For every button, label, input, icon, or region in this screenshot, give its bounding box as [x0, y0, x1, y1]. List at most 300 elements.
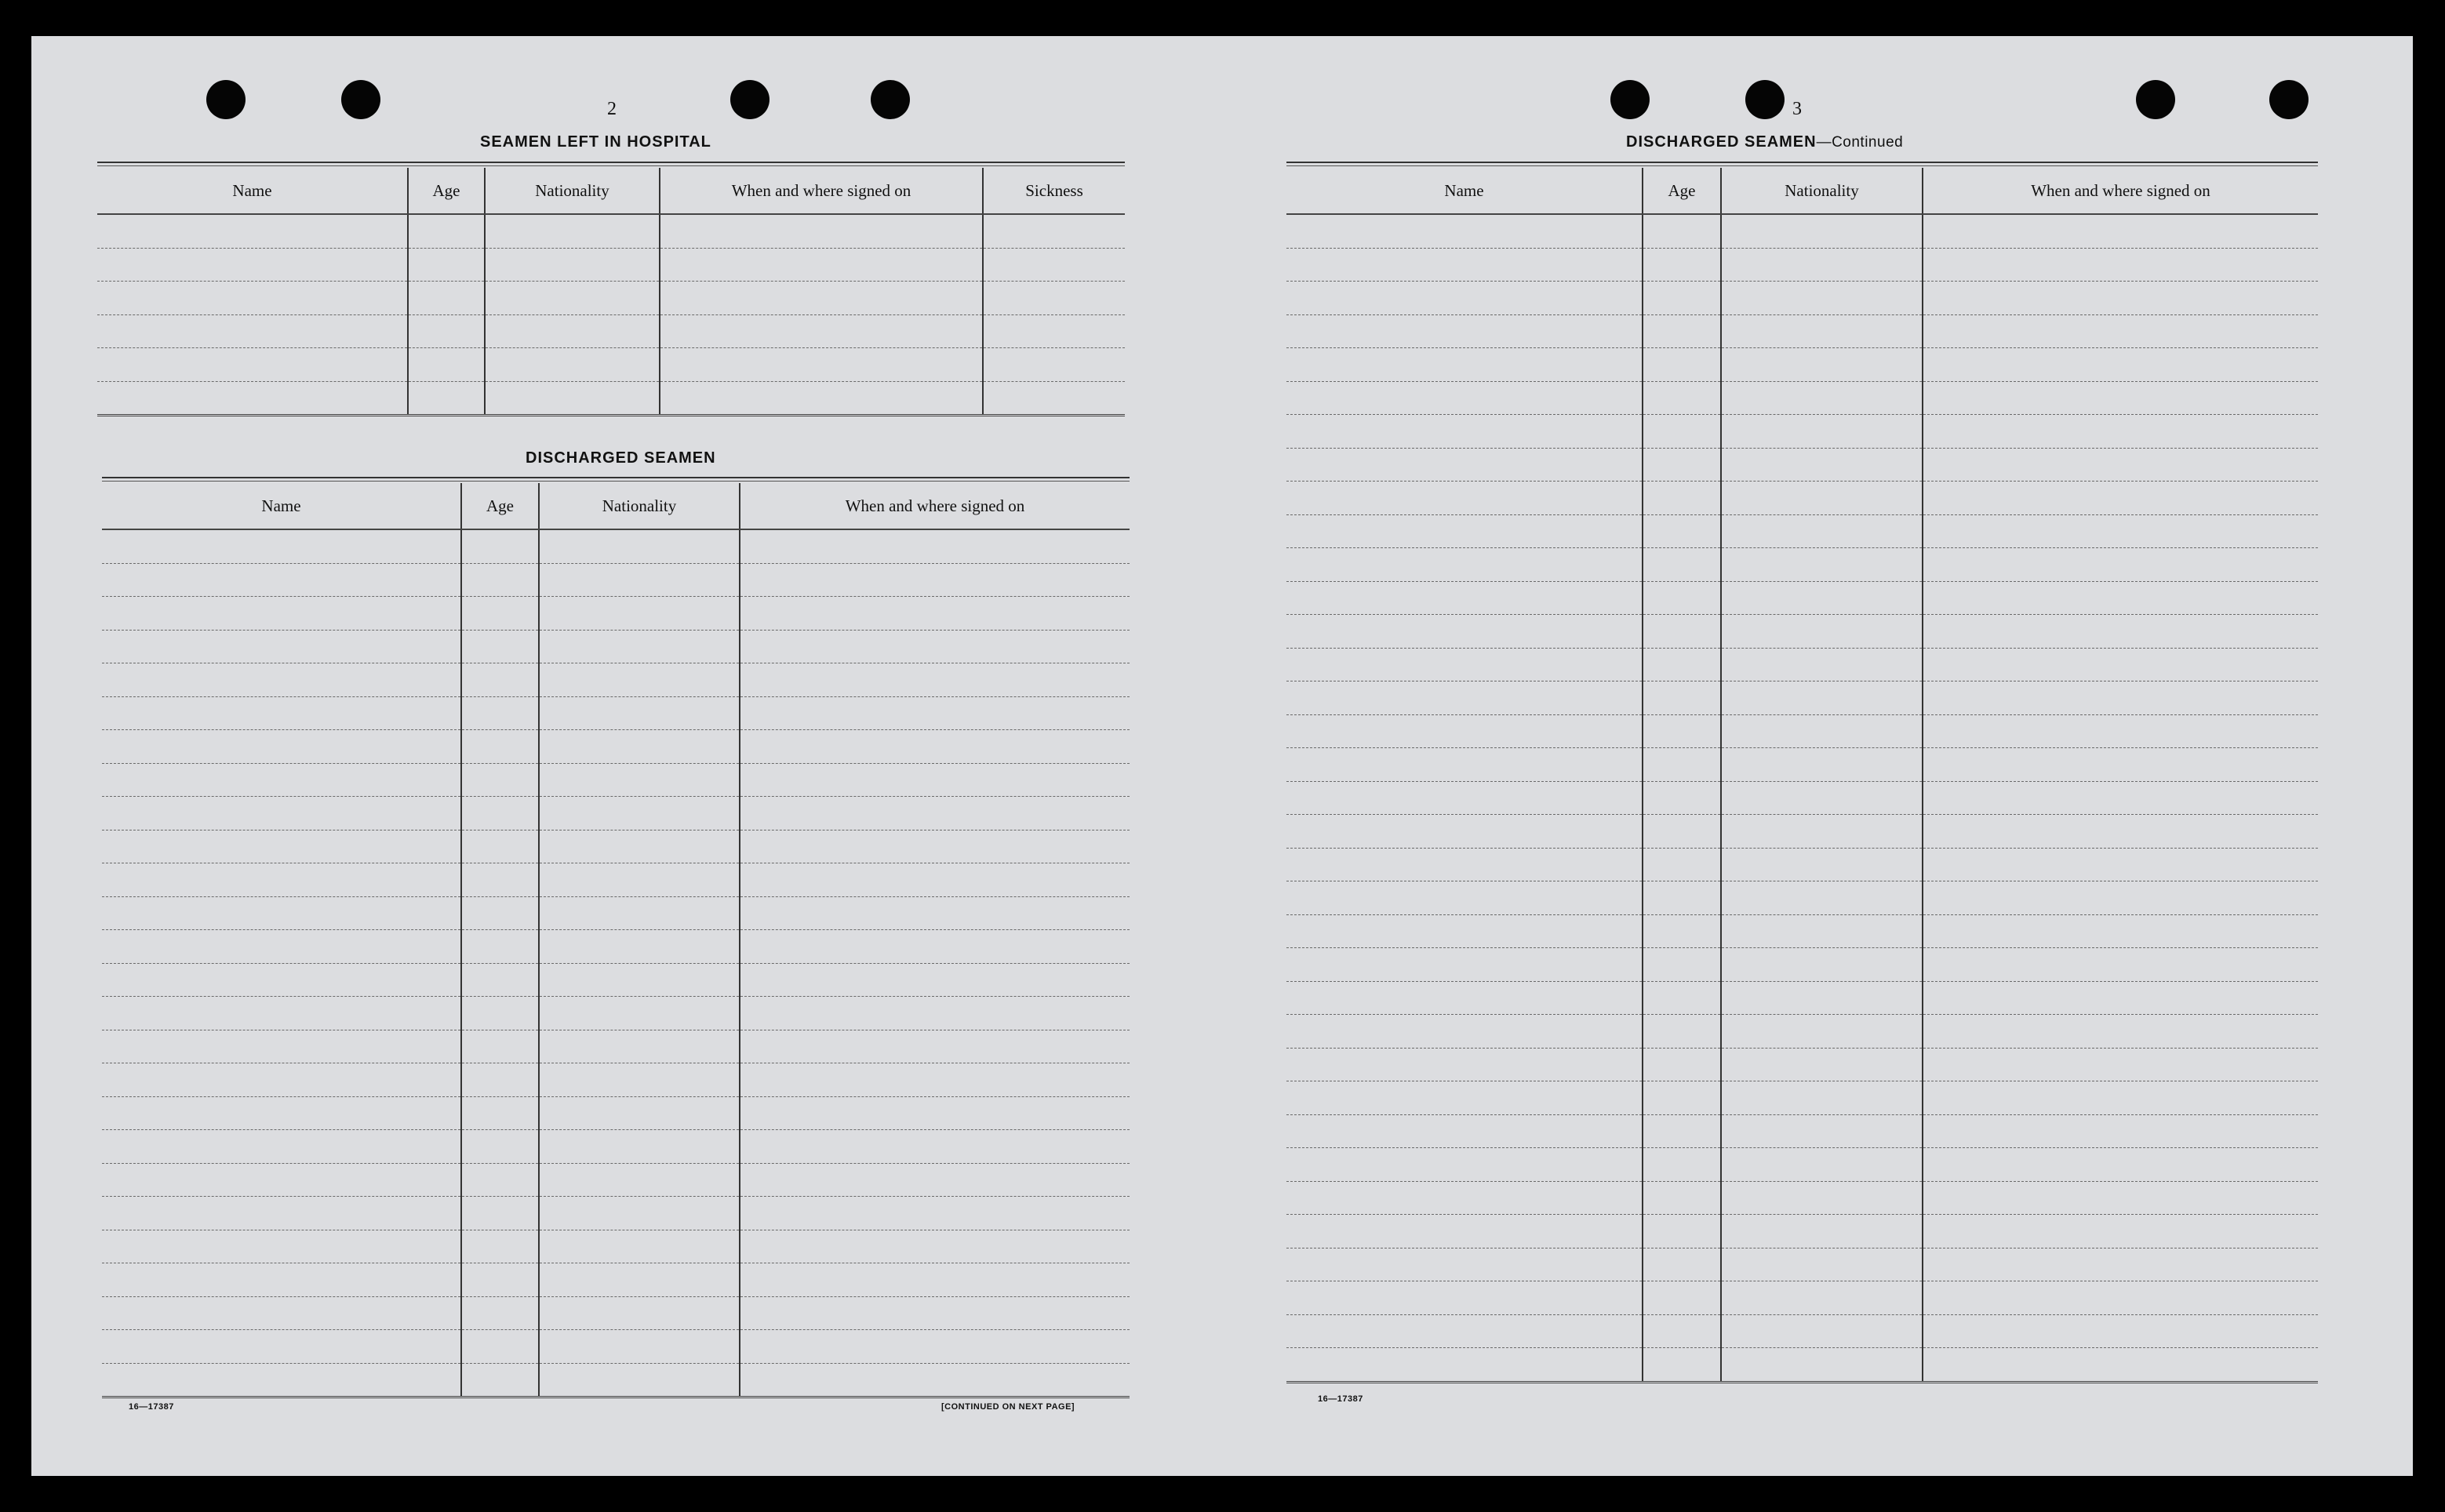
column-header-name: Name [102, 483, 461, 529]
table-row [102, 529, 1130, 563]
blank-cell [1286, 415, 1643, 449]
blank-cell [539, 797, 740, 831]
blank-cell [1286, 1015, 1643, 1049]
table-row [1286, 648, 2318, 681]
blank-cell [539, 696, 740, 730]
blank-cell [660, 314, 983, 348]
table-row [97, 381, 1125, 416]
blank-cell [1923, 815, 2318, 849]
blank-cell [539, 830, 740, 863]
blank-cell [102, 529, 461, 563]
blank-cell [740, 663, 1130, 697]
discharged-continued-table [1286, 168, 2318, 1383]
blank-cell [102, 1230, 461, 1263]
blank-cell [1923, 1015, 2318, 1049]
blank-cell [1643, 1248, 1721, 1281]
blank-cell [1286, 482, 1643, 515]
blank-cell [1643, 681, 1721, 715]
blank-cell [1721, 548, 1923, 582]
blank-cell [1643, 214, 1721, 248]
table-row [102, 1163, 1130, 1197]
blank-cell [1721, 1248, 1923, 1281]
blank-cell [97, 348, 408, 382]
blank-cell [1286, 748, 1643, 782]
column-header-when-and-where-signed-on: When and where signed on [740, 483, 1130, 529]
blank-cell [461, 1296, 539, 1330]
blank-cell [740, 1163, 1130, 1197]
punch-hole-1 [206, 80, 246, 119]
blank-cell [1721, 914, 1923, 948]
table-row [102, 1130, 1130, 1164]
discharged-section-title: DISCHARGED SEAMEN [526, 449, 716, 467]
blank-cell [1286, 581, 1643, 615]
blank-cell [461, 797, 539, 831]
table-row [97, 348, 1125, 382]
blank-cell [1923, 1181, 2318, 1215]
blank-cell [1286, 1181, 1643, 1215]
blank-cell [1923, 282, 2318, 315]
table-row [102, 963, 1130, 997]
blank-cell [1643, 615, 1721, 649]
blank-cell [1721, 248, 1923, 282]
blank-cell [1923, 348, 2318, 382]
blank-cell [740, 1263, 1130, 1297]
blank-cell [1643, 848, 1721, 881]
blank-cell [1721, 748, 1923, 782]
blank-cell [485, 248, 660, 282]
blank-cell [1721, 681, 1923, 715]
blank-cell [1923, 848, 2318, 881]
table-row [1286, 482, 2318, 515]
section-title-text: DISCHARGED SEAMEN [1626, 133, 1817, 151]
blank-cell [1923, 248, 2318, 282]
blank-cell [102, 630, 461, 663]
blank-cell [740, 630, 1130, 663]
blank-cell [740, 1230, 1130, 1263]
table-row [1286, 1348, 2318, 1383]
blank-cell [1721, 648, 1923, 681]
blank-cell [102, 763, 461, 797]
blank-cell [102, 797, 461, 831]
table-row [1286, 1248, 2318, 1281]
blank-cell [1286, 381, 1643, 415]
table-row [97, 214, 1125, 248]
blank-cell [660, 348, 983, 382]
blank-cell [740, 896, 1130, 930]
blank-cell [1923, 1081, 2318, 1115]
blank-cell [1643, 1081, 1721, 1115]
blank-cell [461, 696, 539, 730]
blank-cell [1923, 781, 2318, 815]
blank-cell [1643, 381, 1721, 415]
blank-cell [1721, 1148, 1923, 1182]
blank-cell [740, 1030, 1130, 1063]
blank-cell [539, 997, 740, 1030]
continued-top-rule [1286, 162, 2318, 166]
blank-cell [740, 963, 1130, 997]
blank-cell [740, 730, 1130, 764]
column-header-age: Age [461, 483, 539, 529]
table-row [102, 830, 1130, 863]
blank-cell [1721, 815, 1923, 849]
blank-cell [1286, 1348, 1643, 1383]
blank-cell [740, 563, 1130, 597]
blank-cell [1721, 581, 1923, 615]
table-row [1286, 1181, 2318, 1215]
blank-cell [1923, 1314, 2318, 1348]
table-row [97, 314, 1125, 348]
hospital-section-title: SEAMEN LEFT IN HOSPITAL [480, 133, 711, 151]
blank-cell [1721, 881, 1923, 915]
table-row [1286, 1015, 2318, 1049]
blank-cell [1643, 1215, 1721, 1248]
blank-cell [539, 1363, 740, 1398]
blank-cell [740, 863, 1130, 897]
blank-cell [102, 1197, 461, 1230]
blank-cell [740, 1330, 1130, 1364]
blank-cell [539, 863, 740, 897]
table-row [1286, 1114, 2318, 1148]
blank-cell [539, 597, 740, 631]
blank-cell [1923, 948, 2318, 982]
blank-cell [1643, 482, 1721, 515]
blank-cell [1643, 1148, 1721, 1182]
blank-cell [485, 348, 660, 382]
blank-cell [461, 930, 539, 964]
blank-cell [1643, 1348, 1721, 1383]
column-header-name: Name [97, 168, 408, 214]
blank-cell [983, 248, 1125, 282]
blank-cell [1286, 348, 1643, 382]
blank-cell [1923, 1048, 2318, 1081]
blank-cell [1643, 748, 1721, 782]
blank-cell [1643, 981, 1721, 1015]
blank-cell [1286, 1114, 1643, 1148]
blank-cell [740, 930, 1130, 964]
blank-cell [1286, 914, 1643, 948]
blank-cell [461, 997, 539, 1030]
blank-cell [740, 1130, 1130, 1164]
blank-cell [1643, 781, 1721, 815]
blank-cell [1643, 348, 1721, 382]
blank-cell [983, 282, 1125, 315]
blank-cell [1643, 648, 1721, 681]
blank-cell [1923, 1348, 2318, 1383]
blank-cell [660, 214, 983, 248]
blank-cell [539, 1030, 740, 1063]
blank-cell [461, 597, 539, 631]
table-row [102, 1330, 1130, 1364]
blank-cell [1721, 1314, 1923, 1348]
blank-cell [1286, 714, 1643, 748]
blank-cell [461, 1063, 539, 1097]
blank-cell [485, 282, 660, 315]
blank-cell [1643, 881, 1721, 915]
blank-cell [1643, 282, 1721, 315]
blank-cell [1721, 615, 1923, 649]
table-row [102, 997, 1130, 1030]
table-row [102, 1363, 1130, 1398]
blank-cell [1286, 1215, 1643, 1248]
table-row [1286, 714, 2318, 748]
blank-cell [539, 663, 740, 697]
blank-cell [485, 314, 660, 348]
blank-cell [740, 830, 1130, 863]
blank-cell [1923, 415, 2318, 449]
blank-cell [1643, 914, 1721, 948]
blank-cell [1721, 981, 1923, 1015]
blank-cell [983, 214, 1125, 248]
blank-cell [1286, 282, 1643, 315]
blank-cell [1923, 581, 2318, 615]
table-row [102, 797, 1130, 831]
blank-cell [1923, 881, 2318, 915]
blank-cell [1286, 681, 1643, 715]
blank-cell [461, 896, 539, 930]
blank-cell [1721, 282, 1923, 315]
blank-cell [740, 763, 1130, 797]
blank-cell [1286, 248, 1643, 282]
blank-cell [102, 663, 461, 697]
table-row [1286, 548, 2318, 582]
blank-cell [539, 630, 740, 663]
blank-cell [1286, 848, 1643, 881]
table-row [102, 1296, 1130, 1330]
blank-cell [461, 1230, 539, 1263]
blank-cell [1923, 514, 2318, 548]
blank-cell [408, 214, 485, 248]
blank-cell [1721, 214, 1923, 248]
table-row [1286, 415, 2318, 449]
table-row [1286, 681, 2318, 715]
table-row [1286, 314, 2318, 348]
blank-cell [740, 1296, 1130, 1330]
blank-cell [1721, 314, 1923, 348]
table-row [102, 730, 1130, 764]
blank-cell [740, 997, 1130, 1030]
blank-cell [1721, 1048, 1923, 1081]
blank-cell [660, 282, 983, 315]
blank-cell [1721, 1181, 1923, 1215]
blank-cell [1643, 548, 1721, 582]
blank-cell [1721, 781, 1923, 815]
blank-cell [983, 348, 1125, 382]
blank-cell [1643, 1314, 1721, 1348]
blank-cell [461, 963, 539, 997]
punch-hole-7 [2136, 80, 2175, 119]
blank-cell [1721, 1348, 1923, 1383]
table-row [97, 248, 1125, 282]
blank-cell [1923, 214, 2318, 248]
continued-suffix: —Continued [1816, 134, 1904, 151]
blank-cell [539, 763, 740, 797]
blank-cell [102, 963, 461, 997]
blank-cell [461, 830, 539, 863]
table-row [1286, 781, 2318, 815]
blank-cell [1923, 648, 2318, 681]
blank-cell [102, 1096, 461, 1130]
blank-cell [1643, 1048, 1721, 1081]
blank-cell [1643, 815, 1721, 849]
table-row [1286, 381, 2318, 415]
blank-cell [1721, 1081, 1923, 1115]
blank-cell [102, 696, 461, 730]
table-row [1286, 1148, 2318, 1182]
table-row [102, 563, 1130, 597]
hospital-top-rule [97, 162, 1125, 166]
blank-cell [740, 597, 1130, 631]
blank-cell [1643, 248, 1721, 282]
blank-cell [1923, 615, 2318, 649]
blank-cell [1721, 381, 1923, 415]
table-row [1286, 248, 2318, 282]
blank-cell [1721, 1215, 1923, 1248]
blank-cell [1286, 1314, 1643, 1348]
table-row [1286, 948, 2318, 982]
table-row [1286, 981, 2318, 1015]
blank-cell [539, 1063, 740, 1097]
column-header-age: Age [408, 168, 485, 214]
table-row [102, 863, 1130, 897]
blank-cell [1923, 448, 2318, 482]
table-row [102, 1230, 1130, 1263]
blank-cell [1286, 781, 1643, 815]
table-row [1286, 214, 2318, 248]
blank-cell [102, 1296, 461, 1330]
blank-cell [740, 797, 1130, 831]
form-number: 16—17387 [1318, 1394, 1363, 1404]
punch-hole-4 [871, 80, 910, 119]
blank-cell [461, 730, 539, 764]
blank-cell [102, 1363, 461, 1398]
punch-hole-5 [1610, 80, 1650, 119]
table-row [102, 1063, 1130, 1097]
blank-cell [1286, 648, 1643, 681]
blank-cell [1286, 981, 1643, 1015]
blank-cell [102, 730, 461, 764]
blank-cell [1643, 314, 1721, 348]
table-row [1286, 348, 2318, 382]
page-number: 2 [607, 99, 617, 119]
blank-cell [1721, 714, 1923, 748]
blank-cell [102, 1163, 461, 1197]
table-row [1286, 815, 2318, 849]
table-row [102, 1263, 1130, 1297]
discharged-table [102, 483, 1130, 1398]
blank-cell [1923, 1248, 2318, 1281]
blank-cell [539, 1130, 740, 1164]
blank-cell [1643, 1181, 1721, 1215]
blank-cell [660, 248, 983, 282]
blank-cell [1286, 1048, 1643, 1081]
blank-cell [461, 663, 539, 697]
blank-cell [97, 248, 408, 282]
blank-cell [1923, 314, 2318, 348]
blank-cell [1643, 714, 1721, 748]
column-header-when-and-where-signed-on: When and where signed on [1923, 168, 2318, 214]
blank-cell [1923, 714, 2318, 748]
blank-cell [102, 1263, 461, 1297]
blank-cell [1721, 848, 1923, 881]
blank-cell [539, 563, 740, 597]
blank-cell [539, 930, 740, 964]
blank-cell [485, 381, 660, 416]
blank-cell [539, 896, 740, 930]
blank-cell [461, 1030, 539, 1063]
blank-cell [1923, 914, 2318, 948]
column-header-nationality: Nationality [485, 168, 660, 214]
blank-cell [461, 1163, 539, 1197]
form-sheet [31, 36, 2413, 1476]
table-row [102, 630, 1130, 663]
blank-cell [660, 381, 983, 416]
blank-cell [1286, 948, 1643, 982]
blank-cell [1923, 1281, 2318, 1315]
blank-cell [539, 1296, 740, 1330]
blank-cell [1721, 514, 1923, 548]
blank-cell [740, 1096, 1130, 1130]
column-header-nationality: Nationality [539, 483, 740, 529]
column-header-sickness: Sickness [983, 168, 1125, 214]
blank-cell [1286, 214, 1643, 248]
page-number: 3 [1792, 99, 1802, 119]
blank-cell [1286, 1281, 1643, 1315]
blank-cell [461, 1330, 539, 1364]
table-row [97, 282, 1125, 315]
discharged-top-rule [102, 477, 1130, 482]
blank-cell [102, 830, 461, 863]
blank-cell [461, 1096, 539, 1130]
blank-cell [539, 1330, 740, 1364]
blank-cell [1286, 615, 1643, 649]
blank-cell [539, 1096, 740, 1130]
form-number: 16—17387 [129, 1402, 174, 1412]
blank-cell [408, 381, 485, 416]
blank-cell [539, 730, 740, 764]
table-row [1286, 448, 2318, 482]
blank-cell [539, 1163, 740, 1197]
table-row [1286, 848, 2318, 881]
blank-cell [539, 529, 740, 563]
column-header-age: Age [1643, 168, 1721, 214]
table-row [1286, 514, 2318, 548]
blank-cell [1721, 448, 1923, 482]
table-row [1286, 881, 2318, 915]
punch-hole-8 [2269, 80, 2309, 119]
blank-cell [1286, 548, 1643, 582]
blank-cell [102, 896, 461, 930]
blank-cell [102, 997, 461, 1030]
hospital-table [97, 168, 1125, 416]
blank-cell [461, 863, 539, 897]
blank-cell [1923, 1148, 2318, 1182]
blank-cell [1721, 1015, 1923, 1049]
blank-cell [983, 314, 1125, 348]
table-row [1286, 1215, 2318, 1248]
blank-cell [1286, 881, 1643, 915]
blank-cell [485, 214, 660, 248]
blank-cell [1286, 1248, 1643, 1281]
table-row [102, 663, 1130, 697]
blank-cell [539, 1230, 740, 1263]
blank-cell [1286, 1081, 1643, 1115]
blank-cell [461, 763, 539, 797]
blank-cell [1286, 815, 1643, 849]
blank-cell [461, 1363, 539, 1398]
blank-cell [1721, 348, 1923, 382]
blank-cell [102, 930, 461, 964]
blank-cell [1721, 482, 1923, 515]
